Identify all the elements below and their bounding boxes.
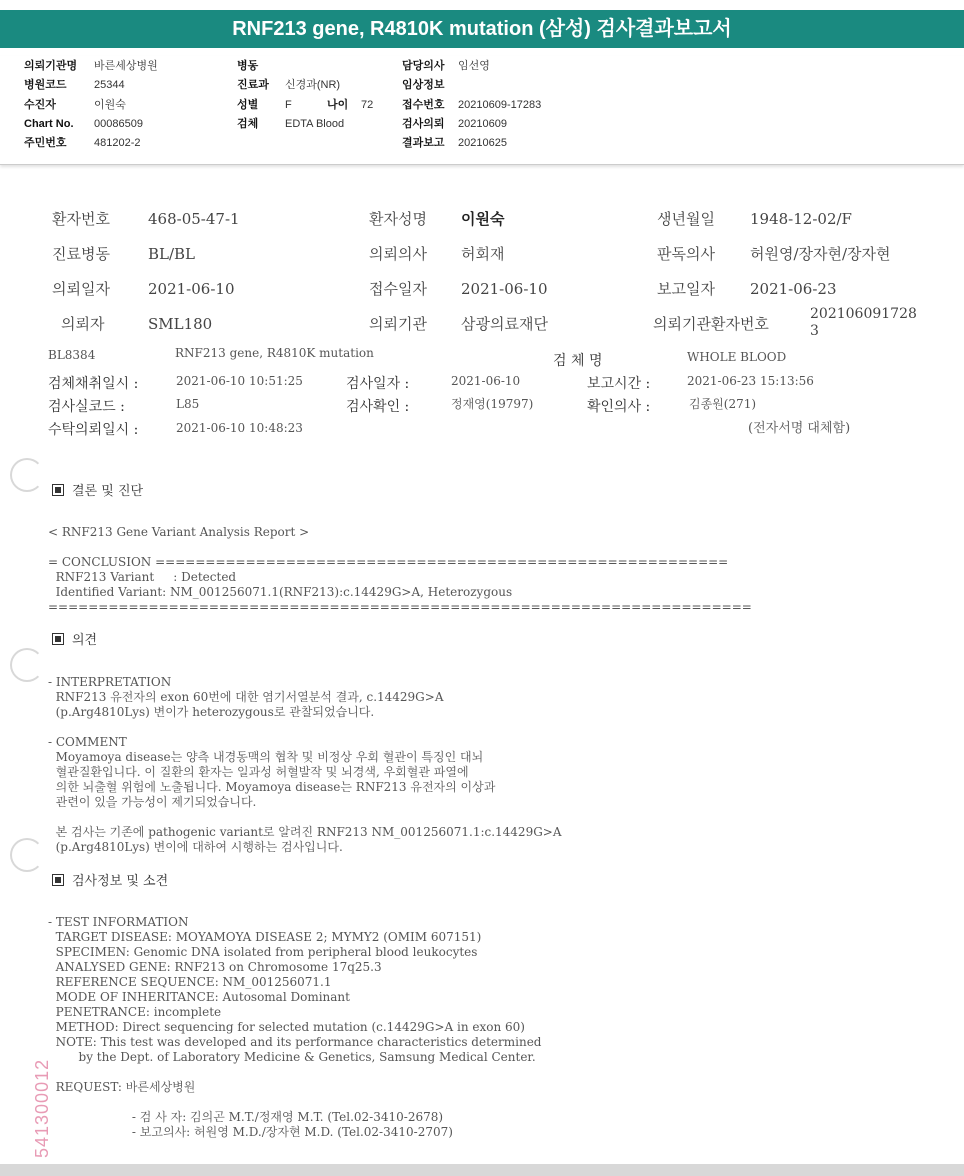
requester-value: SML180 <box>148 315 213 333</box>
test-confirm-label: 검사확인 : <box>346 399 410 415</box>
header-row-institution <box>24 56 158 75</box>
value: 20210625 <box>458 137 507 150</box>
label: 병동 <box>237 60 259 72</box>
test-info-title: 검사정보 및 소견 <box>72 874 169 889</box>
text-line <box>48 810 562 825</box>
text-line <box>48 540 752 555</box>
header-col-2 <box>237 56 373 133</box>
value: EDTA Blood <box>285 117 345 130</box>
header-info <box>0 56 964 165</box>
collect-label: 검체채취일시 : <box>48 376 139 392</box>
punch-hole-mark <box>10 838 44 872</box>
text-line: Identified Variant: NM_001256071.1(RNF213):c.14429G>A, Heterozygous <box>48 585 513 599</box>
value: 00086509 <box>94 117 143 130</box>
barcode-number-text: 541300012 <box>32 1058 52 1158</box>
lab-code-value: L85 <box>176 397 200 411</box>
ward-value: BL/BL <box>148 245 196 263</box>
value: 481202-2 <box>94 137 141 150</box>
label: 임상정보 <box>402 79 445 92</box>
text-line: (p.Arg4810Lys) 변이에 대하여 시행하는 검사입니다. <box>48 840 343 854</box>
header-row-department <box>237 75 373 94</box>
text-line: NOTE: This test was developed and its performance characteristics determined <box>48 1035 542 1049</box>
punch-hole-mark <box>10 648 44 682</box>
value: 신경과(NR) <box>285 79 341 92</box>
header-row-result-date <box>402 133 541 152</box>
reading-doctor-label: 판독의사 <box>657 245 715 263</box>
value: 바른세상병원 <box>94 60 158 72</box>
test-confirm-value: 정재영(19797) <box>451 397 534 411</box>
opinion-title: 의견 <box>72 633 98 648</box>
patient-name-value: 이원숙 <box>461 210 505 228</box>
text-line: 관련이 있을 가능성이 제기되었습니다. <box>48 795 257 809</box>
e-signature-note: (전자서명 대체함) <box>748 421 851 436</box>
conclusion-heading <box>52 480 143 499</box>
label: 담당의사 <box>402 60 445 72</box>
text-line: - 보고의사: 허원영 M.D./장자현 M.D. (Tel.02-3410-2707) <box>48 1125 453 1139</box>
conclusion-body <box>48 510 752 630</box>
reading-doctor-value: 허원영/장자현/장자현 <box>750 245 891 263</box>
specimen-value: WHOLE BLOOD <box>687 350 787 364</box>
lab-code-label: 검사실코드 : <box>48 399 125 415</box>
receipt-date-value: 2021-06-10 <box>461 280 548 298</box>
header-col-3 <box>402 56 541 152</box>
text-line: MODE OF INHERITANCE: Autosomal Dominant <box>48 990 350 1004</box>
text-line: < RNF213 Gene Variant Analysis Report > <box>48 525 310 539</box>
text-line: - 검 사 자: 김의곤 M.T./정재영 M.T. (Tel.02-3410-2678) <box>48 1110 444 1124</box>
header-col-1 <box>24 56 158 152</box>
value: 이원숙 <box>94 98 126 111</box>
label: 결과보고 <box>402 137 445 150</box>
test-date-value: 2021-06-10 <box>451 374 521 388</box>
request-time-label: 수탁의뢰일시 : <box>48 422 139 438</box>
text-line: TARGET DISEASE: MOYAMOYA DISEASE 2; MYMY2 (OMIM 607151) <box>48 930 482 944</box>
text-line: RNF213 Variant : Detected <box>48 570 237 584</box>
text-line: REQUEST: 바른세상병원 <box>48 1080 196 1094</box>
org-patient-no-value-wrap: 3 <box>810 323 819 339</box>
text-line: REFERENCE SEQUENCE: NM_001256071.1 <box>48 975 332 989</box>
text-line: ANALYSED GENE: RNF213 on Chromosome 17q25.3 <box>48 960 382 974</box>
text-line: - INTERPRETATION <box>48 675 172 689</box>
label: 수진자 <box>24 98 56 111</box>
birthdate-label: 생년월일 <box>657 210 715 228</box>
text-line: (p.Arg4810Lys) 변이가 heterozygous로 관찰되었습니다. <box>48 705 375 719</box>
label: 진료과 <box>237 79 269 92</box>
test-name: RNF213 gene, R4810K mutation <box>175 346 374 360</box>
header-row-doctor <box>402 56 541 75</box>
referring-doctor-label: 의뢰의사 <box>369 245 427 263</box>
header-row-patient <box>24 95 158 114</box>
ward-label: 진료병동 <box>52 245 110 263</box>
vertical-barcode-number <box>24 1040 64 1160</box>
value: 25344 <box>94 79 125 92</box>
label: 성별 <box>237 98 259 111</box>
referring-doctor-value: 허회재 <box>461 245 505 263</box>
text-line: 의한 뇌출혈 위험에 노출됩니다. Moyamoya disease는 RNF213 유전자의 이상과 <box>48 780 496 794</box>
patient-no-label: 환자번호 <box>52 210 110 228</box>
referring-org-value: 삼광의료재단 <box>461 315 548 333</box>
square-bullet-icon <box>52 484 64 496</box>
test-info-heading <box>52 870 168 889</box>
birthdate-value: 1948-12-02/F <box>750 210 852 228</box>
label: 검체 <box>237 117 259 130</box>
text-line: ====================================================================== <box>48 600 752 614</box>
referring-org-label: 의뢰기관 <box>369 315 427 333</box>
opinion-body <box>48 660 562 870</box>
text-line: - TEST INFORMATION <box>48 915 189 929</box>
text-line: = CONCLUSION ========================================================= <box>48 555 729 569</box>
header-row-sex-age <box>237 95 373 114</box>
header-row-hospital-code <box>24 75 158 94</box>
test-code: BL8384 <box>48 348 96 362</box>
confirm-doctor-label: 확인의사 : <box>587 399 651 415</box>
conclusion-title: 결론 및 진단 <box>72 484 144 499</box>
text-line: RNF213 유전자의 exon 60번에 대한 염기서열분석 결과, c.14429G>A <box>48 690 444 704</box>
specimen-label: 검 체 명 <box>553 353 603 369</box>
label: 검사의뢰 <box>402 117 445 130</box>
header-row-chart-no <box>24 114 158 133</box>
punch-hole-mark <box>10 458 44 492</box>
bottom-scrollbar-track[interactable] <box>0 1164 964 1176</box>
text-line <box>48 720 562 735</box>
report-time-value: 2021-06-23 15:13:56 <box>687 374 814 388</box>
text-line: 혈관질환입니다. 이 질환의 환자는 일과성 허혈발작 및 뇌경색, 우회혈관 파열에 <box>48 765 469 779</box>
text-line: by the Dept. of Laboratory Medicine & Genetics, Samsung Medical Center. <box>48 1050 536 1064</box>
age-value: 72 <box>361 98 374 111</box>
report-date-value: 2021-06-23 <box>750 280 837 298</box>
label: 병원코드 <box>24 79 67 92</box>
requester-label: 의뢰자 <box>61 315 105 333</box>
label: Chart No. <box>24 117 74 130</box>
org-patient-no-label: 의뢰기관환자번호 <box>653 315 769 333</box>
value: F <box>285 98 292 111</box>
age-label: 나이 <box>327 98 349 111</box>
report-title: RNF213 gene, R4810K mutation (삼성) 검사결과보고서 <box>0 10 964 48</box>
text-line: Moyamoya disease는 양측 내경동맥의 협착 및 비정상 우회 혈관이 특징인 대뇌 <box>48 750 484 764</box>
text-line <box>48 1065 541 1080</box>
request-time-value: 2021-06-10 10:48:23 <box>176 421 303 435</box>
patient-no-value: 468-05-47-1 <box>148 210 240 228</box>
text-line: 본 검사는 기존에 pathogenic variant로 알려진 RNF213 NM_001256071.1:c.14429G>A <box>48 825 562 839</box>
report-date-label: 보고일자 <box>657 280 715 298</box>
text-line: SPECIMEN: Genomic DNA isolated from peripheral blood leukocytes <box>48 945 478 959</box>
text-line <box>48 1095 541 1110</box>
header-row-request-date <box>402 114 541 133</box>
value: 20210609-17283 <box>458 98 542 111</box>
org-patient-no-value: 202106091728 <box>810 306 917 322</box>
confirm-doctor-value: 김종원(271) <box>689 397 757 411</box>
header-row-resident-no <box>24 133 158 152</box>
header-row-clinical-info <box>402 75 541 94</box>
value: 20210609 <box>458 117 507 130</box>
label: 주민번호 <box>24 137 67 150</box>
header-row-specimen <box>237 114 373 133</box>
collect-value: 2021-06-10 10:51:25 <box>176 374 303 388</box>
header-row-ward <box>237 56 373 75</box>
square-bullet-icon <box>52 874 64 886</box>
square-bullet-icon <box>52 633 64 645</box>
text-line: - COMMENT <box>48 735 127 749</box>
label: 접수번호 <box>402 98 445 111</box>
report-time-label: 보고시간 : <box>587 376 651 392</box>
test-info-body <box>48 900 541 1155</box>
value: 임선영 <box>458 60 490 72</box>
text-line: METHOD: Direct sequencing for selected mutation (c.14429G>A in exon 60) <box>48 1020 525 1034</box>
receipt-date-label: 접수일자 <box>369 280 427 298</box>
header-row-receipt-no <box>402 95 541 114</box>
patient-name-label: 환자성명 <box>369 210 427 228</box>
test-date-label: 검사일자 : <box>346 376 410 392</box>
request-date-label: 의뢰일자 <box>52 280 110 298</box>
opinion-heading <box>52 629 97 648</box>
text-line: PENETRANCE: incomplete <box>48 1005 222 1019</box>
label: 의뢰기관명 <box>24 60 78 72</box>
request-date-value: 2021-06-10 <box>148 280 235 298</box>
